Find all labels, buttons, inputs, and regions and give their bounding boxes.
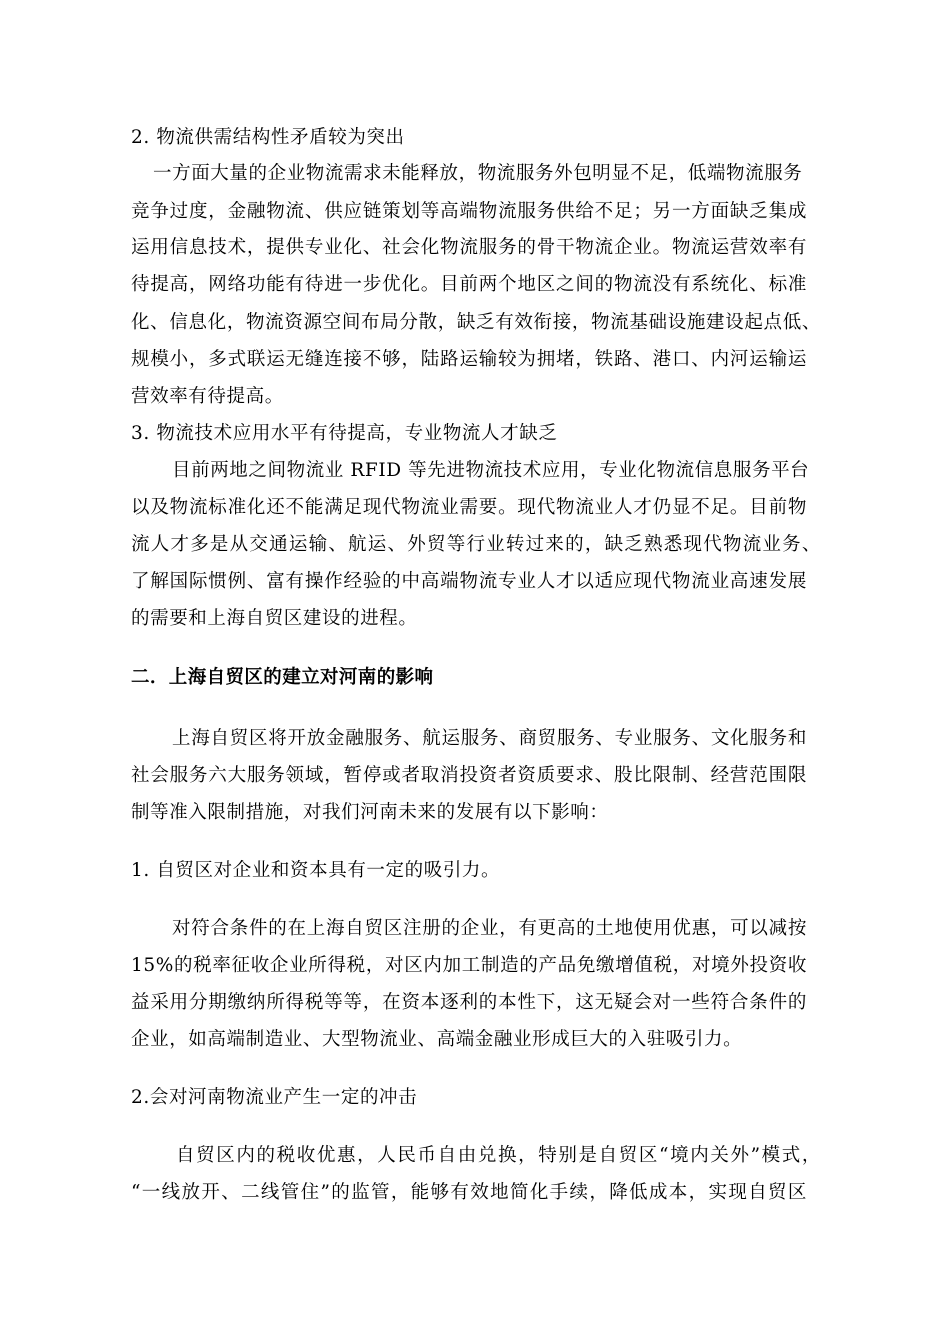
paragraph-line: 企业，如高端制造业、大型物流业、高端金融业形成巨大的入驻吸引力。 bbox=[131, 1029, 743, 1050]
paragraph-line: 化、信息化，物流资源空间布局分散，缺乏有效衔接，物流基础设施建设起点低、 bbox=[131, 312, 821, 333]
paragraph-line: 自贸区内的税收优惠，人民币自由兑换，特别是自贸区“境内关外”模式， bbox=[176, 1145, 821, 1166]
paragraph-line: 竞争过度，金融物流、供应链策划等高端物流服务供给不足；另一方面缺乏集成 bbox=[131, 201, 807, 222]
paragraph-line: 以及物流标准化还不能满足现代物流业需要。现代物流业人才仍显不足。目前物 bbox=[131, 497, 807, 518]
paragraph-line: 规模小，多式联运无缝连接不够，陆路运输较为拥堵，铁路、港口、内河运输运 bbox=[131, 349, 807, 370]
section-heading: 二．上海自贸区的建立对河南的影响 bbox=[131, 667, 434, 688]
paragraph-line: 社会服务六大服务领域，暂停或者取消投资者资质要求、股比限制、经营范围限 bbox=[131, 765, 807, 786]
point-2-title: 2.会对河南物流业产生一定的冲击 bbox=[131, 1087, 418, 1108]
paragraph-line: 益采用分期缴纳所得税等等，在资本逐利的本性下，这无疑会对一些符合条件的 bbox=[131, 992, 807, 1013]
paragraph-line: 待提高，网络功能有待进一步优化。目前两个地区之间的物流没有系统化、标准 bbox=[131, 274, 807, 295]
item-2-title: 2. 物流供需结构性矛盾较为突出 bbox=[131, 127, 405, 148]
point-1-title: 1. 自贸区对企业和资本具有一定的吸引力。 bbox=[131, 860, 501, 881]
paragraph-line: 目前两地之间物流业 RFID 等先进物流技术应用，专业化物流信息服务平台 bbox=[172, 460, 810, 481]
paragraph-line: 运用信息技术，提供专业化、社会化物流服务的骨干物流企业。物流运营效率有 bbox=[131, 237, 807, 258]
paragraph-line: 了解国际惯例、富有操作经验的中高端物流专业人才以适应现代物流业高速发展 bbox=[131, 571, 807, 592]
paragraph-line: 一方面大量的企业物流需求未能释放，物流服务外包明显不足，低端物流服务 bbox=[153, 163, 803, 184]
paragraph-line: “一线放开、二线管住”的监管，能够有效地简化手续，降低成本，实现自贸区 bbox=[131, 1182, 807, 1203]
item-3-title: 3. 物流技术应用水平有待提高，专业物流人才缺乏 bbox=[131, 423, 558, 444]
paragraph-line: 的需要和上海自贸区建设的进程。 bbox=[131, 608, 418, 629]
paragraph-line: 流人才多是从交通运输、航运、外贸等行业转过来的，缺乏熟悉现代物流业务、 bbox=[131, 534, 821, 555]
paragraph-line: 营效率有待提高。 bbox=[131, 386, 284, 407]
paragraph-line: 对符合条件的在上海自贸区注册的企业，有更高的土地使用优惠，可以减按 bbox=[172, 918, 807, 939]
paragraph-line: 上海自贸区将开放金融服务、航运服务、商贸服务、专业服务、文化服务和 bbox=[172, 728, 807, 749]
paragraph-line: 15%的税率征收企业所得税，对区内加工制造的产品免缴增值税，对境外投资收 bbox=[131, 955, 807, 976]
paragraph-line: 制等准入限制措施，对我们河南未来的发展有以下影响： bbox=[131, 802, 609, 823]
